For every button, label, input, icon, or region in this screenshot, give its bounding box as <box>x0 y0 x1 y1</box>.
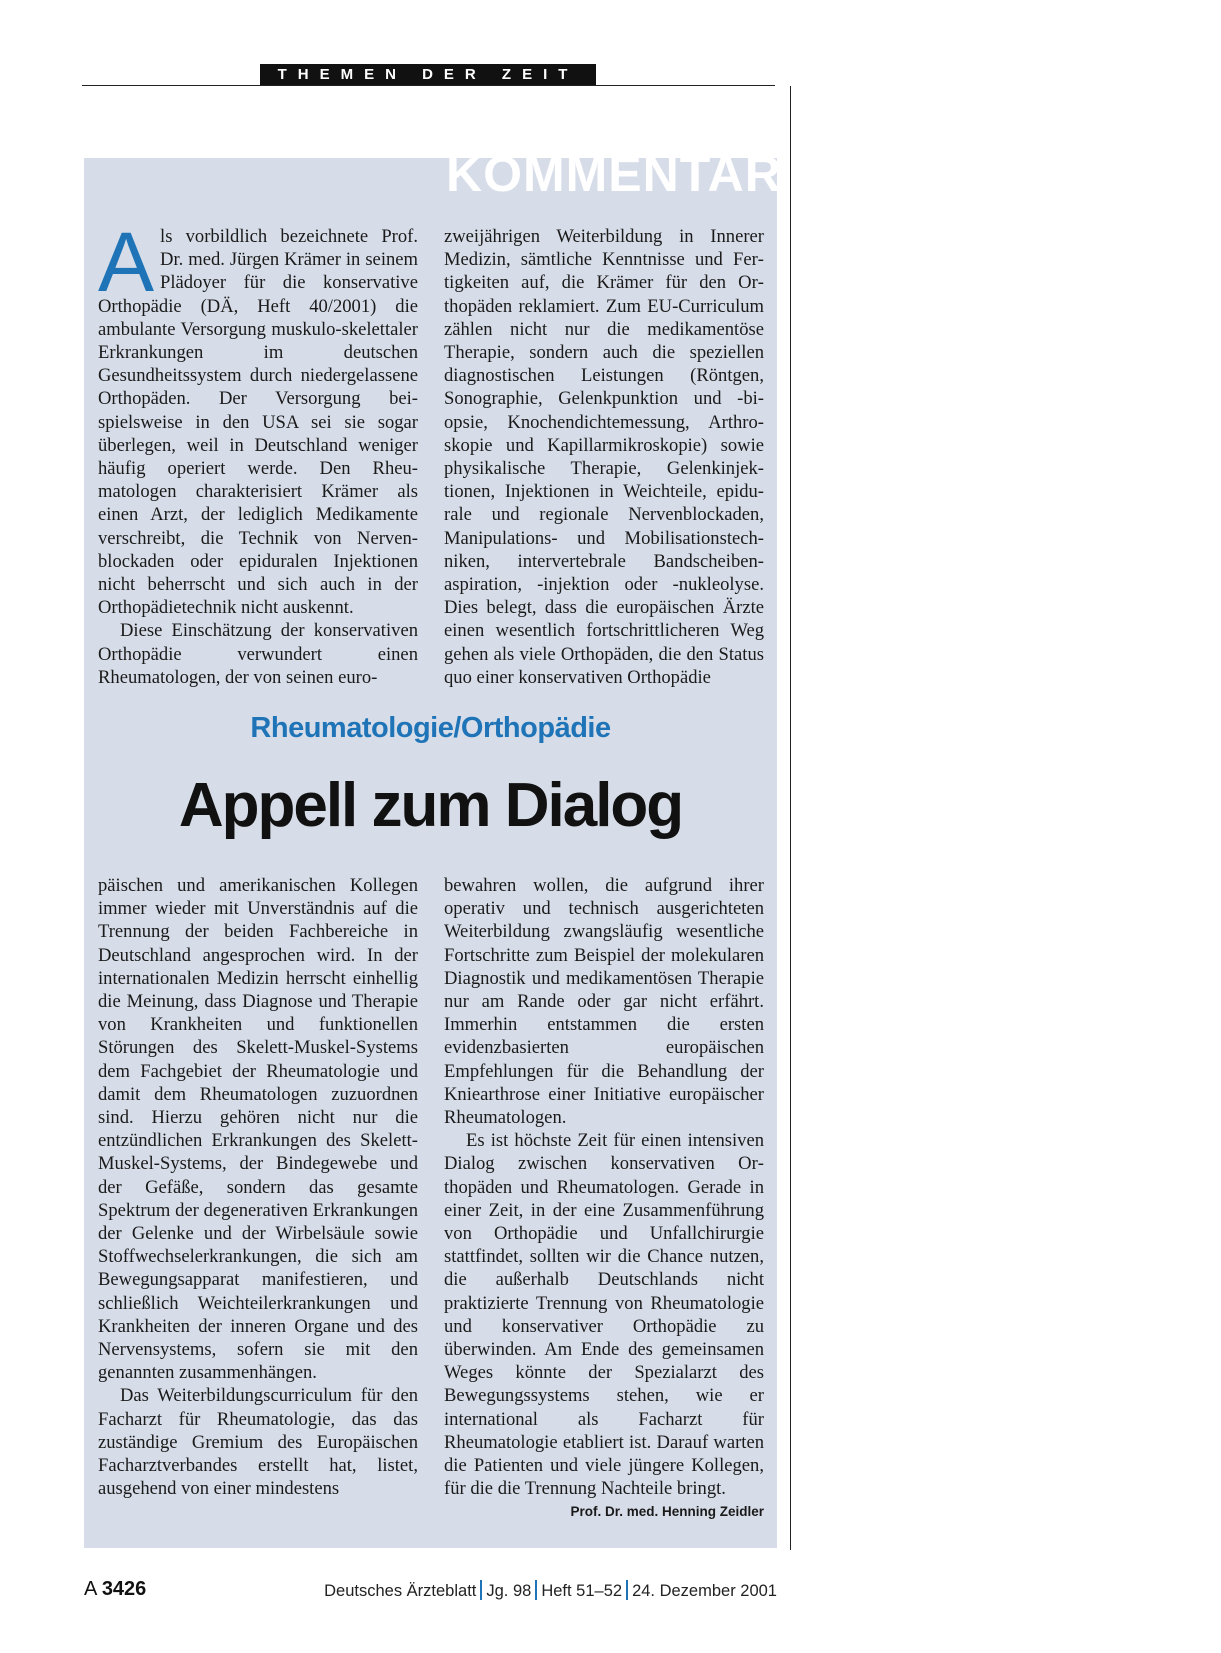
paragraph: zweijährigen Weiterbildung in Innerer Medizin, sämtliche Kenntnisse und Fertigkeiten auf, die Krämer für den Orthopäden reklamiert. Zum EU-Curriculum zählen nicht nur die medikamentöse Therapie, sondern auch die speziellen diagnostischen Leistungen (Röntgen, Sonographie, Gelenkpunktion und -biopsie, Knochendichtemessung, Arthroskopie und Kapillarmikroskopie) sowie physikalische Therapie, Gelenkinjektionen, Injektionen in Weichteile, epidurale und regionale Nervenblockaden, Manipulations- und Mobilisationstechniken, intervertebrale Bandscheibenaspiration, -injektion oder -nukleolyse. Dies belegt, dass die europäischen Ärzte einen wesentlich fortschrittlicheren Weg gehen als viele Orthopäden, die den Status quo einer konservativen Orthopädie <box>444 226 764 688</box>
footer-citation <box>324 1580 777 1601</box>
paragraph: Diese Einschätzung der konservativen Orthopädie verwundert einen Rheumatologen, der von seinen euro- <box>98 620 418 688</box>
separator <box>626 1580 628 1600</box>
column-rule <box>790 86 791 1550</box>
drop-cap: A <box>98 215 155 309</box>
top-left-column <box>98 215 418 689</box>
page-number <box>84 1578 146 1601</box>
separator <box>535 1580 537 1600</box>
paragraph: bewahren wollen, die aufgrund ihrer operativ und technisch ausgerichteten Weiterbildung zwangsläufig wesentliche Fortschritte zum Beispiel der molekularen Diagnostik und medikamentösen Therapie nur am Rande oder gar nicht erfährt. Immerhin entstammen die ersten evidenzbasierten europäischen Empfehlungen für die Behandlung der Kniearthrose einer Initiative europäischer Rheumatologen. <box>444 875 764 1129</box>
journal-name: Deutsches Ärzteblatt <box>324 1582 477 1600</box>
issue: Heft 51–52 <box>541 1582 623 1600</box>
kicker-label: KOMMENTAR <box>446 150 782 198</box>
paragraph <box>444 1129 764 1520</box>
issue-date: 24. Dezember 2001 <box>632 1582 777 1600</box>
article-subtitle: Rheumatologie/Orthopädie <box>250 712 611 744</box>
bottom-left-column <box>98 874 418 1500</box>
top-right-column <box>444 225 764 689</box>
paragraph: päischen und amerikanischen Kollegen immer wieder mit Unverständnis auf die Trennung der beiden Fachbereiche in Deutschland angesprochen wird. In der internationalen Medizin herrscht einhellig die Meinung, dass Diagnose und Therapie von Krankheiten und funktionellen Störungen des Skelett-Muskel-Systems dem Fachgebiet der Rheumatologie und damit dem Rheumatologen zuzuordnen sind. Hierzu gehören nicht nur die entzündlichen Erkrankungen des Skelett-Muskel-Systems, der Bindegewebe und der Gefäße, sondern das gesamte Spektrum der degenerativen Erkrankungen der Gelenke und der Wirbelsäule sowie Stoffwechselerkrankungen, die sich am Bewegungsapparat manifestieren, und schließlich Weichteilerkrankungen und Krankheiten der inneren Organe und des Nervensystems, sofern sie mit den genannten zusammenhängen. <box>98 875 418 1384</box>
paragraph: Das Weiterbildungscurriculum für den Facharzt für Rheumatologie, das das zuständige Gremium des Europäischen Facharztverbandes erstellt hat, listet, ausgehend von einer mindestens <box>98 1385 418 1500</box>
volume: Jg. 98 <box>486 1582 532 1600</box>
section-label: THEMEN DER ZEIT <box>260 64 596 85</box>
header-rule <box>82 85 775 86</box>
paragraph-text: ls vorbildlich bezeichnete Prof. Dr. med. Jürgen Krämer in seinem Plädoyer für die konservative Orthopädie (DÄ, Heft 40/2001) die ambulante Versorgung muskulo-skelettaler Erkrankungen im deutschen Gesundheitssystem durch niedergelassene Orthopäden. Der Versorgung beispielsweise in den USA sei sie sogar überlegen, weil in Deutschland weniger häufig operiert werde. Den Rheumatologen charakterisiert Krämer als einen Arzt, der lediglich Medikamente verschreibt, die Technik von Nervenblockaden oder epiduralen Injektionen nicht beherrscht und sich auch in der Orthopädietechnik nicht auskennt. <box>98 226 418 619</box>
paragraph-text: Es ist höchste Zeit für einen intensiven Dialog zwischen konservativen Orthopäden und Rheumatologen. Gerade in einer Zeit, in der eine Zusammenführung von Orthopädie und Unfallchirurgie stattfindet, sollten wir die Chance nutzen, die außerhalb Deutschlands nicht praktizierte Trennung von Rheumatologie und konservativer Orthopädie zu überwinden. Am Ende des gemeinsamen Weges könnte der Spezialarzt des Bewegungssystems stehen, wie er international als Facharzt für Rheumatologie etabliert ist. Darauf warten die Patienten und viele jüngere Kollegen, für die die Trennung Nachteile bringt. <box>444 1130 764 1500</box>
separator <box>480 1580 482 1600</box>
page-number-value: 3426 <box>101 1578 147 1600</box>
paragraph <box>98 215 418 619</box>
bottom-right-column <box>444 874 764 1524</box>
author-signature: Prof. Dr. med. Henning Zeidler <box>570 1504 764 1520</box>
article-title: Appell zum Dialog <box>178 771 683 840</box>
page-prefix: A <box>84 1578 97 1600</box>
